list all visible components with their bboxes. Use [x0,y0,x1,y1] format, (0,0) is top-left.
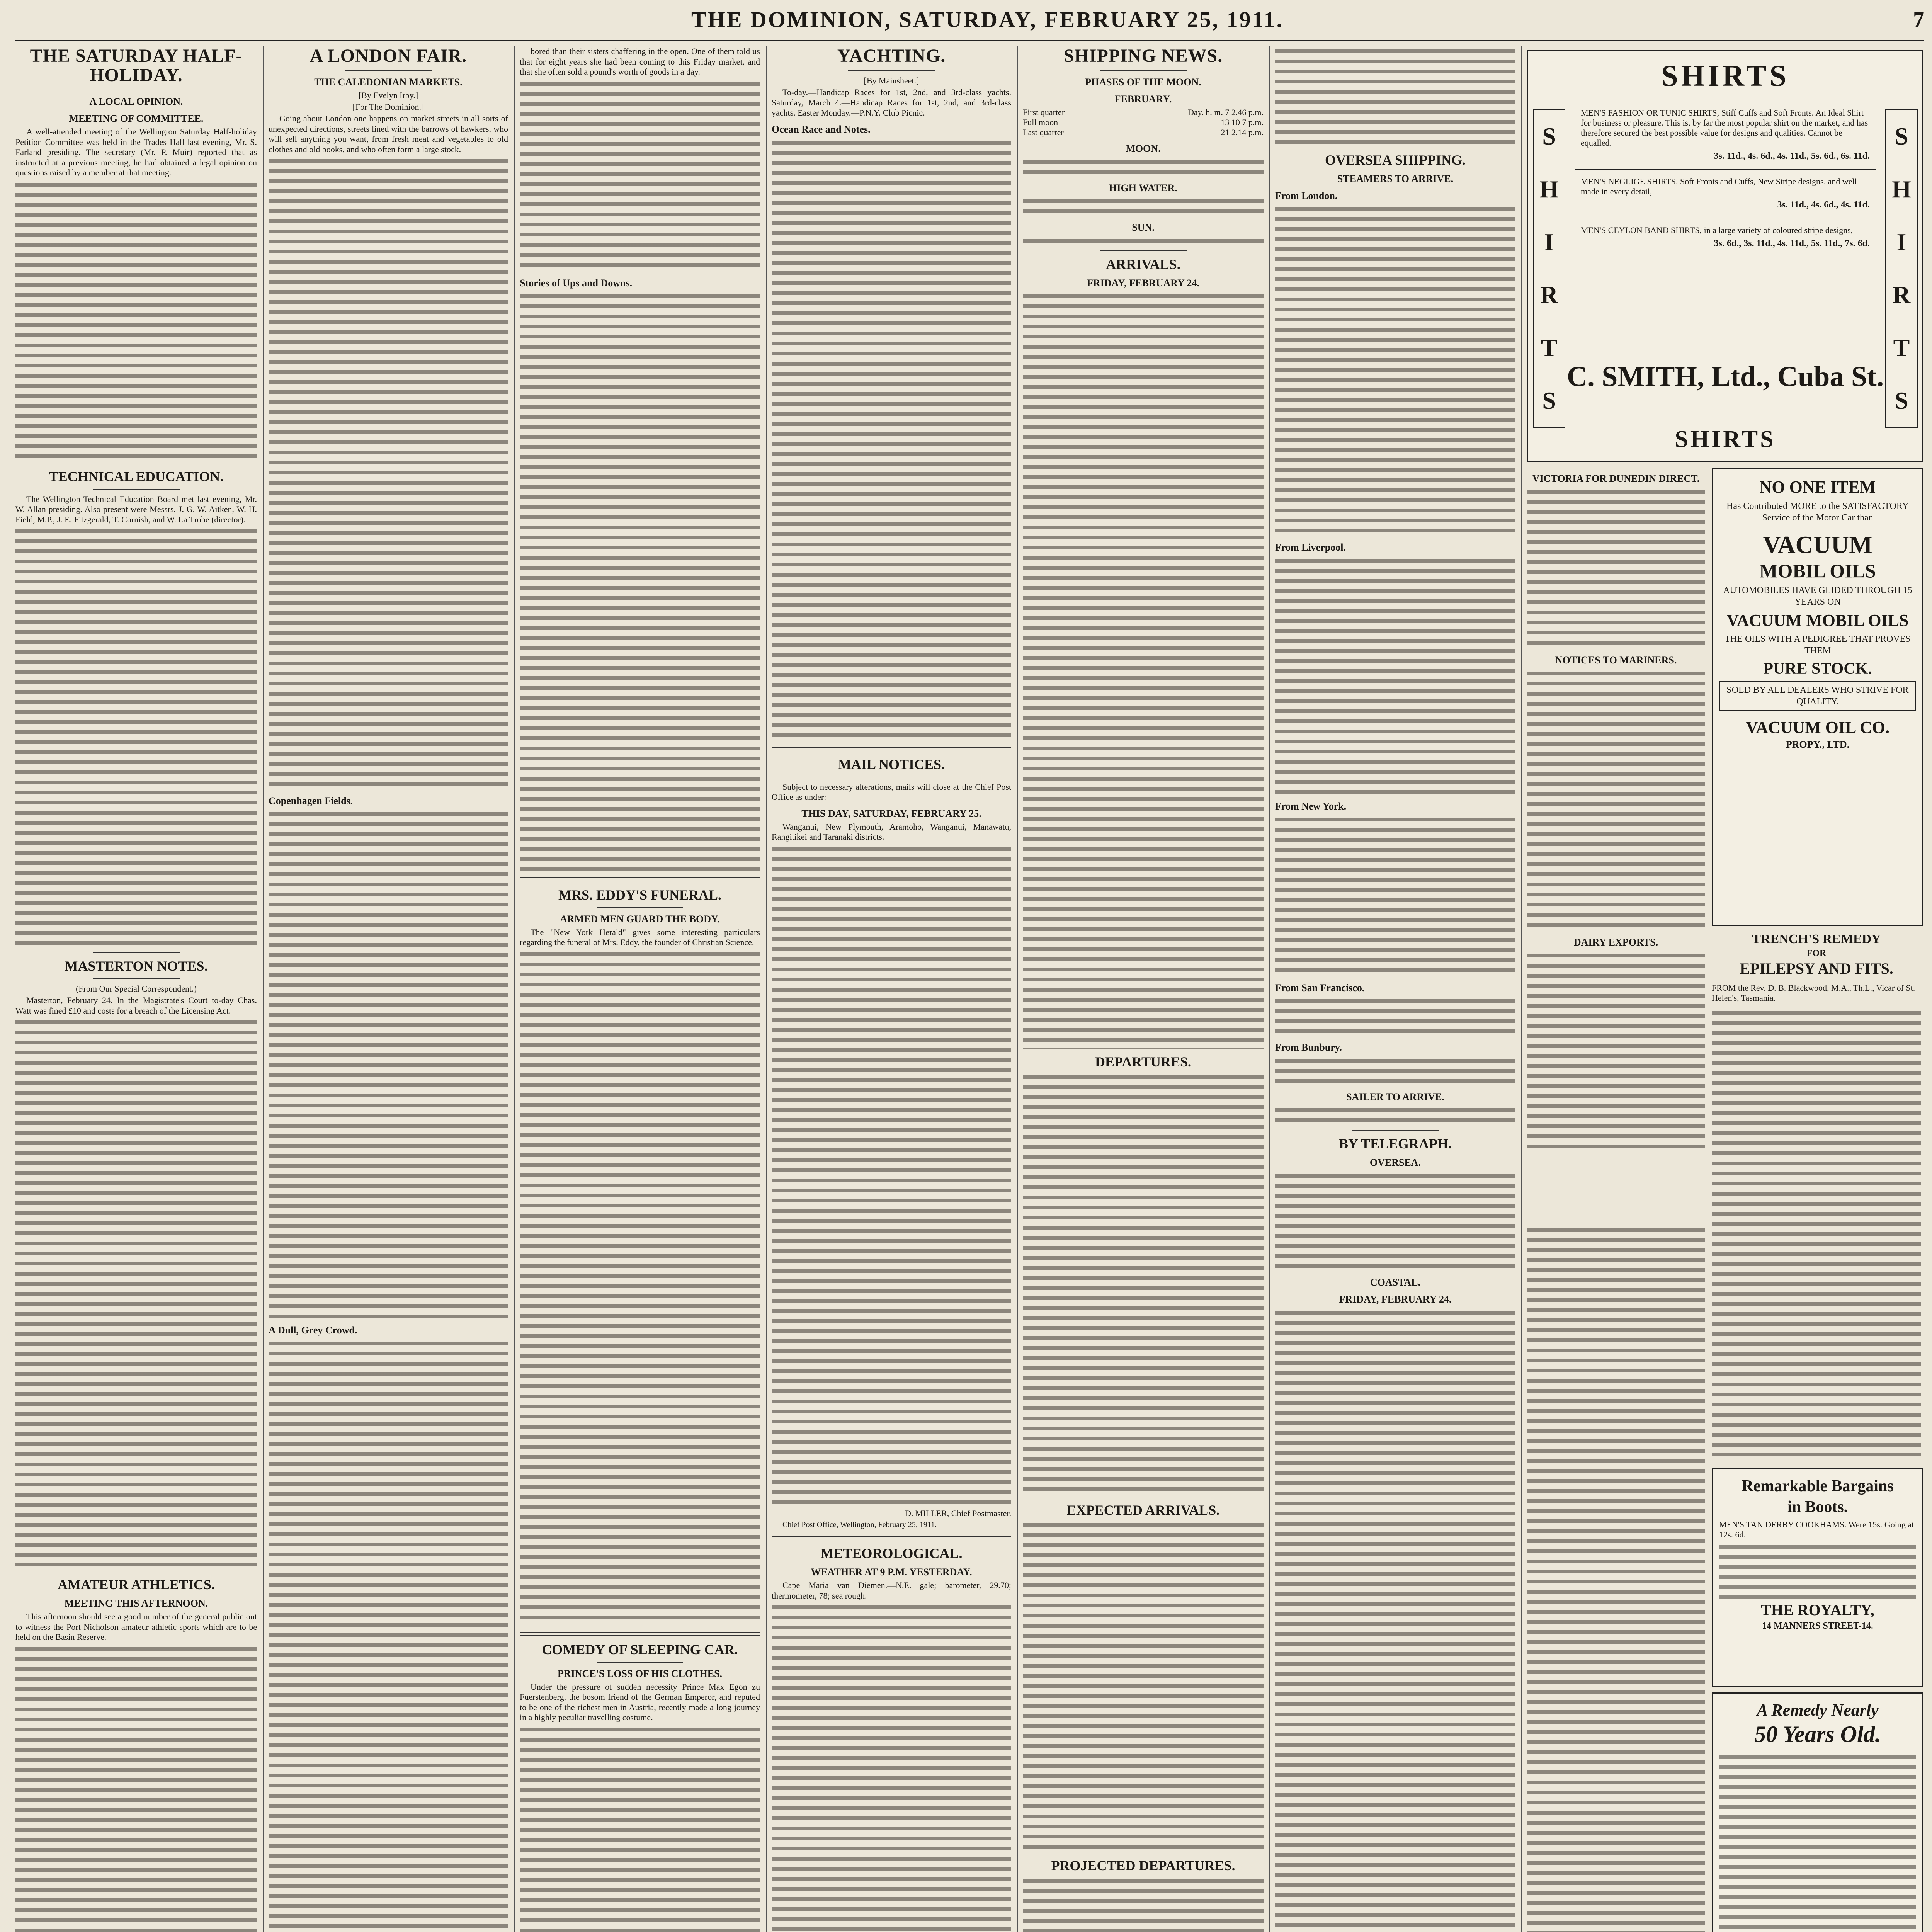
section-heading: From London. [1275,190,1338,201]
subheading: SUN. [1132,222,1155,233]
headline: MASTERTON NOTES. [65,958,208,974]
subheading: COASTAL. [1370,1277,1421,1288]
article-text-block [1275,1056,1515,1086]
masthead-title: THE DOMINION, SATURDAY, FEBRUARY 25, 1911. [691,7,1284,32]
headline: METEOROLOGICAL. [820,1546,963,1561]
expected-arrivals-list [1023,1520,1264,1852]
vacuum-oil-advertisement [1712,468,1923,926]
signature: D. MILLER, Chief Postmaster. [905,1508,1011,1518]
ad-heading: PURE STOCK. [1763,660,1872,678]
shirt-prices: 3s. 6d., 3s. 11d., 4s. 11d., 5s. 11d., 7s. 6d. [1714,238,1870,248]
ad-text: Has Contributed MORE to the SATISFACTORY Service of the Motor Car than [1726,501,1909,523]
subheading: FRIDAY, FEBRUARY 24. [1087,277,1199,289]
headline: MAIL NOTICES. [838,756,945,772]
subheading: THIS DAY, SATURDAY, FEBRUARY 25. [801,808,981,819]
store-address: 14 MANNERS STREET-14. [1762,1621,1873,1631]
subheading: MEETING OF COMMITTEE. [69,113,204,124]
subheading: SAILER TO ARRIVE. [1346,1091,1445,1102]
ad-heading: TRENCH'S REMEDY [1752,932,1881,946]
subheading: HIGH WATER. [1109,182,1177,194]
headline: SHIPPING NEWS. [1063,46,1223,66]
brand-name: VACUUM MOBIL OILS [1726,611,1909,630]
article-text-block [1275,1171,1515,1271]
headline: ARRIVALS. [1106,257,1180,272]
article-text-block [269,809,508,1319]
column-rule [263,46,264,1932]
article-paragraph: To-day.—Handicap Races for 1st, 2nd, and 3rd-class yachts. Saturday, March 4.—Handicap Races for 1st, 2nd, and 3rd-class yachts. Easter Monday.—P.N.Y. Club Picnic. [772,87,1011,117]
vertical-banner: S H I R T S [1533,109,1565,428]
article-text-block [15,1644,257,1932]
column-2 [269,46,508,1932]
subheading: OVERSEA. [1369,1157,1421,1168]
article-text-block [1023,157,1264,177]
article-text-block [1275,46,1515,147]
ad-text: THE OILS WITH A PEDIGREE THAT PROVES THEM [1725,634,1911,656]
article-paragraph: The Wellington Technical Education Board met last evening, Mr. W. Allan presiding. Also present were Messrs. J. G. W. Aitken, W. H. Field, M.P., J. E. Fitzgerald, T. Cornish, and W. La Trobe (director). [15,494,257,524]
bonnington-advertisement [1712,1692,1923,1932]
subheading: VICTORIA FOR DUNEDIN DIRECT. [1532,473,1700,484]
shirt-prices: 3s. 11d., 4s. 6d., 4s. 11d. [1777,200,1870,210]
article-paragraph: Chief Post Office, Wellington, February 25, 1911. [782,1520,937,1529]
article-text-block [269,156,508,790]
article-text-block [1719,1542,1916,1600]
shirt-prices: 3s. 11d., 4s. 6d., 4s. 11d., 5s. 6d., 6s. 11d. [1714,151,1870,161]
store-name: THE ROYALTY, [1761,1601,1874,1619]
subheading: PRINCE'S LOSS OF HIS CLOTHES. [558,1668,722,1679]
article-text-block [1275,996,1515,1036]
ad-text: FROM the Rev. D. B. Blackwood, M.A., Th.L., Vicar of St. Helen's, Tasmania. [1712,983,1915,1003]
ad-heading: EPILEPSY AND FITS. [1740,960,1893,977]
headline: YACHTING. [837,46,946,66]
article-text-block [772,138,1011,740]
ad-text: SOLD BY ALL DEALERS WHO STRIVE FOR QUALITY. [1719,681,1916,711]
projected-departures-list [1023,1876,1264,1932]
subheading: NOTICES TO MARINERS. [1555,655,1677,666]
column-rule [766,46,767,1932]
article-text-block [1527,487,1705,649]
subheading: A LOCAL OPINION. [89,96,183,107]
section-heading: From Bunbury. [1275,1042,1342,1053]
ad-text: AUTOMOBILES HAVE GLIDED THROUGH 15 YEARS ON [1723,585,1912,607]
article-paragraph: bored than their sisters chaffering in the open. One of them told us that for eight years she had been coming to this Friday market, and that she often sold a pound's worth of goods in a day. [520,46,760,77]
ad-text: MEN'S TAN DERBY COOKHAMS. Were 15s. Going at 12s. 6d. [1719,1520,1914,1539]
vertical-banner: S H I R T S [1885,109,1918,428]
article-text-block [1527,1225,1705,1932]
article-paragraph: This afternoon should see a good number of the general public out to witness the Port Nicholson amateur athletic sports which are to be held on the Basin Reserve. [15,1612,257,1642]
byline: [By Mainsheet.] [864,76,919,85]
headline: PROJECTED DEPARTURES. [1051,1858,1235,1873]
departures-list [1023,1072,1264,1497]
section-heading: Ocean Race and Notes. [772,123,871,135]
subheading: MEETING THIS AFTERNOON. [64,1598,208,1609]
headline: A LONDON FAIR. [310,46,467,66]
article-paragraph: Masterton, February 24. In the Magistrate's Court to-day Chas. Watt was fined £10 and costs for a breach of the Licensing Act. [15,995,257,1015]
column-rule [1269,46,1270,1932]
article-text-block [1527,668,1705,931]
ad-text: FOR [1806,948,1827,958]
section-heading: From Liverpool. [1275,542,1346,553]
arrivals-list [1023,291,1264,1049]
article-text-block [520,949,760,1626]
article-paragraph: Subject to necessary alterations, mails will close at the Chief Post Office as under:— [772,782,1011,802]
byline: (From Our Special Correspondent.) [76,984,197,993]
section-heading: Stories of Ups and Downs. [520,277,633,289]
ad-heading: in Boots. [1787,1498,1848,1516]
article-paragraph: Going about London one happens on market streets in all sorts of unexpected directions, streets lined with the barrows of hawkers, who will sell anything you want, from fresh meat and vegetables to old clothes and old books, and who often form a large stock. [269,114,508,154]
column-3 [520,46,760,1932]
column-7-text [1527,468,1705,1221]
byline: [For The Dominion.] [352,102,424,112]
column-7-lower-text [1527,1225,1705,1932]
column-rule [1521,46,1522,1932]
headline: OVERSEA SHIPPING. [1325,152,1466,168]
article-paragraph: Under the pressure of sudden necessity Prince Max Egon zu Fuerstenberg, the bosom friend of the German Emperor, and reputed to be one of the richest men in Austria, recently made a long journey in a highly peculiar travelling costume. [520,1682,760,1722]
article-text-block [1275,1308,1515,1932]
section-heading: Copenhagen Fields. [269,795,353,806]
article-text-block [1275,815,1515,977]
article-text-block [1023,196,1264,216]
article-text-block [15,526,257,947]
ad-heading: A Remedy Nearly [1757,1701,1879,1719]
moon-phase-row: First quarter Day. h. m. 7 2.46 p.m. [1023,107,1264,117]
shirt-description: MEN'S CEYLON BAND SHIRTS, in a large variety of coloured stripe designs, [1581,225,1853,235]
headline: BY TELEGRAPH. [1338,1136,1452,1151]
headline: COMEDY OF SLEEPING CAR. [542,1641,738,1657]
article-text-block [1275,1105,1515,1125]
column-6 [1275,46,1515,1932]
boots-advertisement [1712,1468,1923,1687]
subheading: ARMED MEN GUARD THE BODY. [560,913,720,925]
article-text-block [1023,236,1264,246]
article-paragraph: Wanganui, New Plymouth, Aramoho, Wanganui, Manawatu, Rangitikei and Taranaki districts. [772,821,1011,842]
ad-heading: SHIRTS [1661,59,1789,92]
subheading: PHASES OF THE MOON. [1085,77,1201,88]
shirt-description: MEN'S NEGLIGE SHIRTS, Soft Fronts and Cuffs, New Stripe designs, and well made in every detail, [1581,177,1857,196]
subheading: DAIRY EXPORTS. [1573,937,1658,948]
ad-footer: SHIRTS [1675,426,1776,452]
column-1 [15,46,257,1932]
article-text-block [520,79,760,272]
masthead [15,0,1924,41]
byline: [By Evelyn Irby.] [358,90,418,100]
ad-heading: Remarkable Bargains [1742,1477,1894,1495]
article-text-block [520,1725,760,1932]
article-text-block [520,291,760,871]
ad-heading: NO ONE ITEM [1759,478,1876,497]
article-text-block [1527,951,1705,1151]
article-text-block [772,1602,1011,1932]
trench-remedy-advertisement [1712,931,1921,1464]
article-paragraph: The "New York Herald" gives some interesting particulars regarding the funeral of Mrs. Eddy, the founder of Christian Science. [520,927,760,947]
headline: MRS. EDDY'S FUNERAL. [558,887,722,903]
shirt-description: MEN'S FASHION OR TUNIC SHIRTS, Stiff Cuffs and Soft Fronts. An Ideal Shirt for business or pleasure. This is, by far the most popular shirt on the market, and has therefore secured the best possible value for designs and qualities. Cannot be equalled. [1581,108,1868,148]
article-text-block [1712,1008,1921,1456]
subheading: THE CALEDONIAN MARKETS. [314,77,463,88]
seller-name: C. SMITH, Ltd., Cuba St. [1566,361,1884,393]
article-text-block [772,844,1011,1509]
page-number: 7 [1913,7,1924,32]
article-text-block [15,1017,257,1566]
company-name: VACUUM OIL CO. [1745,718,1889,737]
brand-name: VACUUM [1763,531,1872,558]
subheading: WEATHER AT 9 P.M. YESTERDAY. [811,1566,972,1578]
ad-heading: 50 Years Old. [1754,1721,1881,1747]
headline: THE SATURDAY HALF-HOLIDAY. [30,46,243,85]
article-paragraph: Cape Maria van Diemen.—N.E. gale; barometer, 29.70; thermometer, 78; sea rough. [772,1580,1011,1600]
headline: AMATEUR ATHLETICS. [58,1577,215,1592]
article-text-block [15,180,257,458]
subheading: MOON. [1126,143,1161,154]
moon-phase-row: Full moon 13 10 7 p.m. [1023,117,1264,127]
section-heading: A Dull, Grey Crowd. [269,1325,357,1336]
section-heading: From New York. [1275,801,1347,812]
column-5 [1023,46,1264,1932]
subheading: FEBRUARY. [1114,94,1172,105]
section-heading: From San Francisco. [1275,982,1365,993]
article-paragraph: A well-attended meeting of the Wellington Saturday Half-holiday Petition Committee was held in the Trades Hall last evening, Mr. S. Farland presiding. The secretary (Mr. P. Muir) reported that as instructed at a previous meeting, he had obtained a legal opinion on questions raised by a member at that meeting. [15,127,257,177]
subheading: FRIDAY, FEBRUARY 24. [1339,1294,1452,1305]
article-text-block [1719,1752,1916,1932]
subheading: STEAMERS TO ARRIVE. [1337,173,1454,184]
article-text-block [1275,556,1515,795]
headline: TECHNICAL EDUCATION. [49,468,224,484]
column-rule [1017,46,1018,1932]
article-text-block [1275,204,1515,536]
shirts-advertisement [1527,50,1923,462]
moon-phase-row: Last quarter 21 2.14 p.m. [1023,128,1264,137]
headline: DEPARTURES. [1095,1054,1192,1070]
article-text-block [269,1338,508,1932]
column-rule [514,46,515,1932]
headline: EXPECTED ARRIVALS. [1066,1502,1220,1518]
company-name: PROPY., LTD. [1786,739,1850,750]
brand-name: MOBIL OILS [1759,560,1876,582]
column-4 [772,46,1011,1932]
